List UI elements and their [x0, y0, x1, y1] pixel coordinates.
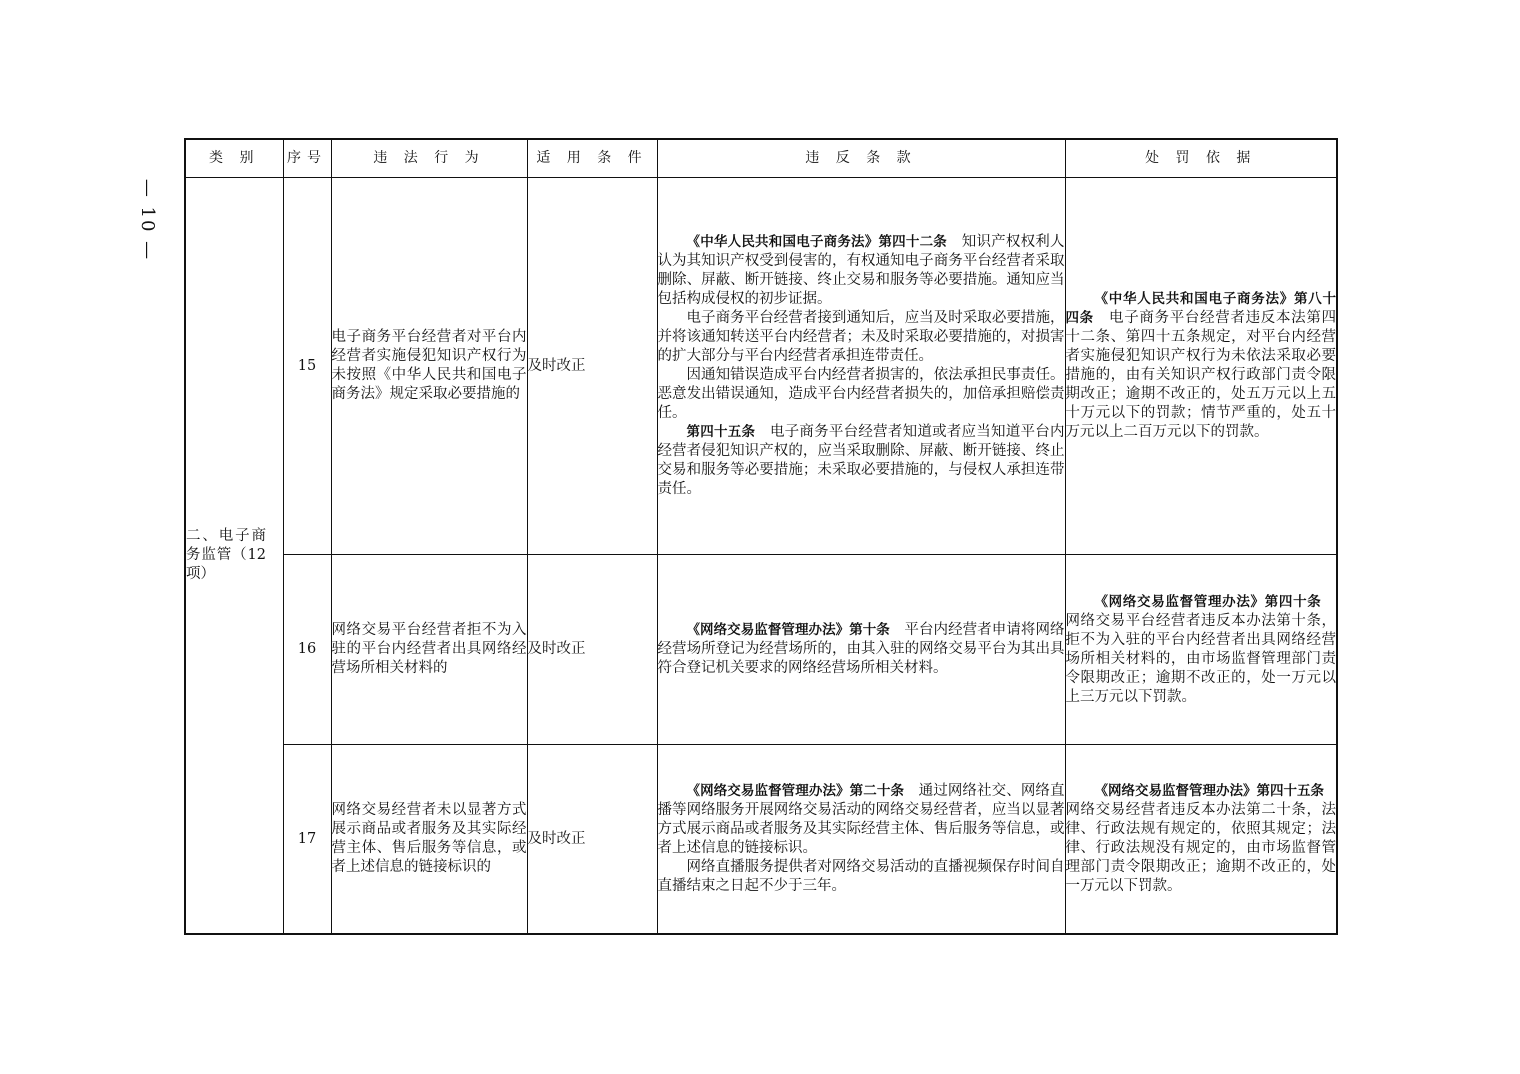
basis-paragraph [1066, 782, 1337, 896]
behavior-cell: 电子商务平台经营者对平台内经营者实施侵犯知识产权行为未按照《中华人民共和国电子商务法》规定采取必要措施的 [331, 178, 527, 555]
clause-cell [657, 555, 1065, 745]
clause-paragraph [658, 782, 1065, 858]
header-basis: 处 罚 依 据 [1065, 139, 1337, 178]
header-clause: 违 反 条 款 [657, 139, 1065, 178]
basis-title: 《网络交易监督管理办法》第四十五条 [1094, 783, 1324, 799]
clause-title: 《网络交易监督管理办法》第十条 [686, 622, 890, 638]
clause-text: 通过网络社交、网络直播等网络服务开展网络交易活动的网络交易经营者，应当以显著方式展示商品或者服务及其实际经营主体、售后服务等信息，或者上述信息的链接标识。 [657, 783, 1065, 856]
clause-paragraph [658, 423, 1065, 499]
header-behavior: 违 法 行 为 [331, 139, 527, 178]
category-cell [185, 178, 283, 935]
table-row [185, 745, 1337, 935]
basis-paragraph [1066, 593, 1337, 707]
clause-paragraph [658, 366, 1065, 423]
clause-paragraph [658, 233, 1065, 309]
clause-paragraph [658, 858, 1065, 896]
header-row [185, 139, 1337, 178]
clause-title: 《中华人民共和国电子商务法》第四十二条 [686, 234, 948, 250]
basis-cell [1065, 745, 1337, 935]
clause-cell [657, 178, 1065, 555]
clause-text: 网络直播服务提供者对网络交易活动的直播视频保存时间自直播结束之日起不少于三年。 [657, 859, 1065, 894]
basis-cell [1065, 555, 1337, 745]
clause-cell [657, 745, 1065, 935]
page-number: — 10 — [137, 178, 159, 262]
basis-text: 电子商务平台经营者违反本法第四十二条、第四十五条规定，对平台内经营者实施侵犯知识产权行为未依法采取必要措施的，由有关知识产权行政部门责令限期改正；逾期不改正的，处五万元以上五十万元以下的罚款；情节严重的，处五十万元以上二百万元以下的罚款。 [1065, 310, 1337, 440]
seq-cell: 17 [283, 745, 331, 935]
penalty-table [184, 138, 1338, 935]
clause-text: 知识产权权利人认为其知识产权受到侵害的，有权通知电子商务平台经营者采取删除、屏蔽、断开链接、终止交易和服务等必要措施。通知应当包括构成侵权的初步证据。 [657, 234, 1065, 307]
basis-text: 网络交易经营者违反本办法第二十条，法律、行政法规有规定的，依照其规定；法律、行政法规没有规定的，由市场监督管理部门责令限期改正；逾期不改正的，处一万元以下罚款。 [1065, 783, 1339, 894]
seq-cell: 16 [283, 555, 331, 745]
header-condition: 适 用 条 件 [527, 139, 657, 178]
behavior-cell: 网络交易平台经营者拒不为入驻的平台内经营者出具网络经营场所相关材料的 [331, 555, 527, 745]
clause-title: 《网络交易监督管理办法》第二十条 [686, 783, 905, 799]
condition-cell: 及时改正 [527, 745, 657, 935]
clause-paragraph [658, 621, 1065, 678]
header-seq: 序号 [283, 139, 331, 178]
basis-paragraph [1066, 290, 1337, 442]
category-label: 二、电子商务监管（12项） [186, 528, 266, 582]
clause-text: 因通知错误造成平台内经营者损害的，依法承担民事责任。恶意发出错误通知，造成平台内经营者损失的，加倍承担赔偿责任。 [657, 367, 1065, 421]
clause-text: 电子商务平台经营者知道或者应当知道平台内经营者侵犯知识产权的，应当采取删除、屏蔽、断开链接、终止交易和服务等必要措施；未采取必要措施的，与侵权人承担连带责任。 [657, 424, 1065, 497]
seq-cell: 15 [283, 178, 331, 555]
condition-cell: 及时改正 [527, 555, 657, 745]
basis-title: 《网络交易监督管理办法》第四十条 [1094, 593, 1322, 610]
clause-title: 第四十五条 [686, 424, 756, 440]
behavior-cell: 网络交易经营者未以显著方式展示商品或者服务及其实际经营主体、售后服务等信息，或者上述信息的链接标识的 [331, 745, 527, 935]
basis-text: 网络交易平台经营者违反本办法第十条，拒不为入驻的平台内经营者出具网络经营场所相关材料的，由市场监督管理部门责令限期改正；逾期不改正的，处一万元以上三万元以下罚款。 [1065, 593, 1336, 705]
table-row [185, 555, 1337, 745]
condition-cell: 及时改正 [527, 178, 657, 555]
clause-paragraph [658, 309, 1065, 366]
clause-text: 平台内经营者申请将网络经营场所登记为经营场所的，由其入驻的网络交易平台为其出具符合登记机关要求的网络经营场所相关材料。 [657, 622, 1065, 676]
basis-title: 《中华人民共和国电子商务法》第八十四条 [1065, 291, 1336, 326]
clause-text: 电子商务平台经营者接到通知后，应当及时采取必要措施，并将该通知转送平台内经营者；未及时采取必要措施的，对损害的扩大部分与平台内经营者承担连带责任。 [657, 310, 1065, 364]
basis-cell [1065, 178, 1337, 555]
table-row [185, 178, 1337, 555]
header-category: 类 别 [185, 139, 283, 178]
